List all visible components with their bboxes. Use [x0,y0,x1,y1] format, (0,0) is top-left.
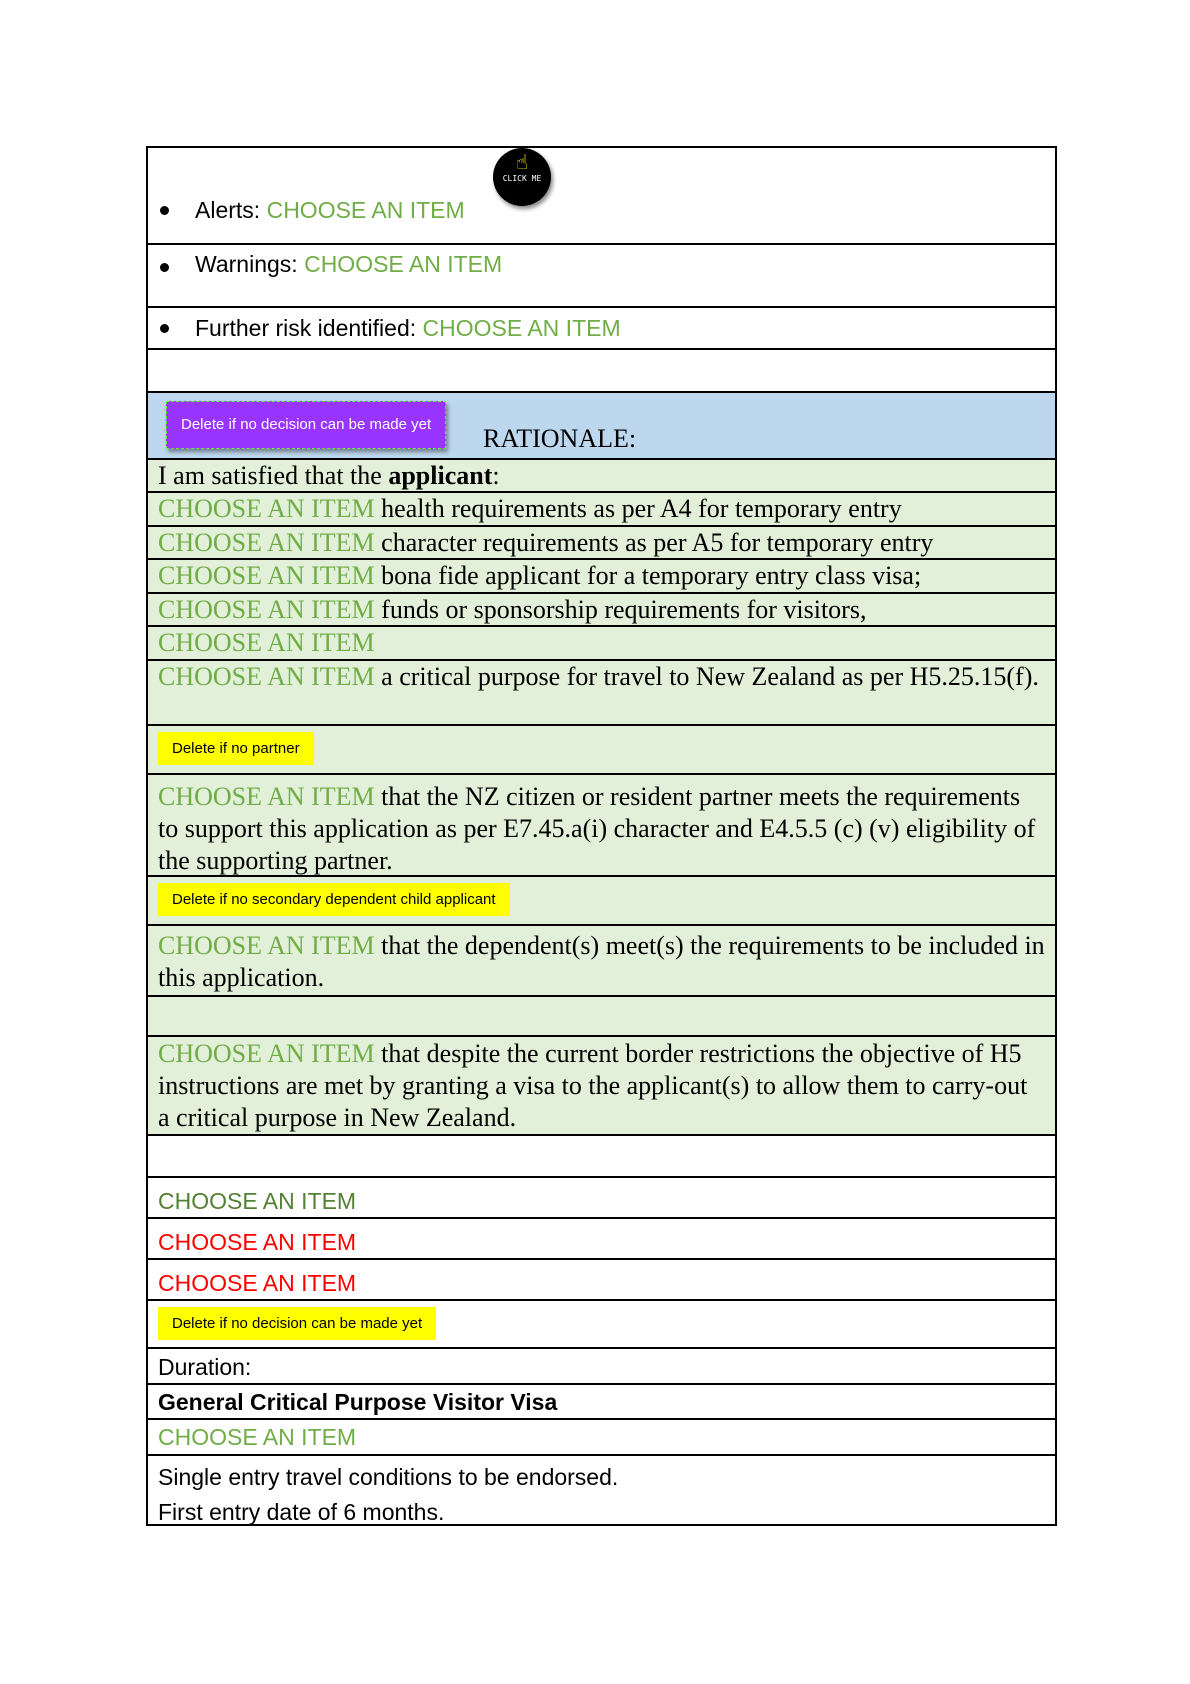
visa-option-row [148,1420,1055,1456]
further-risk-row [148,308,1055,350]
bullet-icon [160,263,169,272]
partner-dropdown[interactable]: CHOOSE AN ITEM [158,782,375,811]
alerts-label: Alerts: [195,197,261,223]
rationale-item [148,594,1055,627]
spacer-row [148,997,1055,1037]
warnings-dropdown[interactable]: CHOOSE AN ITEM [304,251,503,277]
item-dropdown[interactable]: CHOOSE AN ITEM [158,494,375,523]
visa-type: General Critical Purpose Visitor Visa [158,1389,558,1415]
intro-row [148,460,1055,493]
objective-dropdown[interactable]: CHOOSE AN ITEM [158,1039,375,1068]
rationale-title: RATIONALE: [483,424,637,453]
item-dropdown[interactable]: CHOOSE AN ITEM [158,561,375,590]
objective-text: that despite the current border restrictions the objective of H5 instructions are met by granting a visa to the applicant(s) to allow them to carry-out a critical purpose in New Zealand. [158,1039,1028,1132]
decision-row [148,1260,1055,1301]
condition-text: Single entry travel conditions to be endorsed. [158,1464,619,1490]
bullet-icon [160,206,169,215]
intro-colon: : [492,461,500,490]
warnings-row [148,245,1055,308]
decision-table [146,146,1057,1526]
rationale-item [148,527,1055,560]
decision-dropdown[interactable]: CHOOSE AN ITEM [158,1270,357,1296]
visa-type-row [148,1385,1055,1420]
delete-partner-button[interactable]: Delete if no partner [158,732,314,765]
alerts-dropdown[interactable]: CHOOSE AN ITEM [266,197,465,223]
spacer-row [148,1136,1055,1178]
decision-dropdown[interactable]: CHOOSE AN ITEM [158,1188,357,1214]
spacer-row [148,350,1055,393]
item-text: character requirements as per A5 for temporary entry [381,528,934,557]
further-risk-dropdown[interactable]: CHOOSE AN ITEM [422,314,621,341]
pointing-hand-icon: ☝ [515,150,529,174]
partner-row [148,775,1055,877]
decision-delete-row [148,1301,1055,1349]
duration-label: Duration: [158,1354,252,1380]
decision-dropdown[interactable]: CHOOSE AN ITEM [158,1229,357,1255]
item-text: funds or sponsorship requirements for visitors, [381,595,867,624]
item-dropdown[interactable]: CHOOSE AN ITEM [158,528,375,557]
child-row [148,926,1055,997]
child-text: that the dependent(s) meet(s) the requirements to be included in this application. [158,931,1045,992]
item-dropdown[interactable]: CHOOSE AN ITEM [158,628,375,657]
item-text: health requirements as per A4 for temporary entry [381,494,902,523]
delete-decision-button[interactable]: Delete if no decision can be made yet [158,1307,436,1340]
bullet-icon [160,324,169,333]
objective-row [148,1037,1055,1136]
partner-text: that the NZ citizen or resident partner meets the requirements to support this application as per E7.45.a(i) character and E4.5.5 (c) (v) eligibility of the supporting partner. [158,782,1036,875]
click-me-label: CLICK ME [502,174,542,183]
item-text: bona fide applicant for a temporary entry class visa; [381,561,922,590]
delete-rationale-button[interactable]: Delete if no decision can be made yet [166,401,446,449]
click-me-button[interactable] [493,148,551,206]
decision-row [148,1178,1055,1219]
child-dropdown[interactable]: CHOOSE AN ITEM [158,931,375,960]
intro-bold: applicant [388,461,493,490]
partner-delete-row [148,726,1055,775]
further-risk-label: Further risk identified: [195,314,417,341]
rationale-item [148,560,1055,594]
duration-row [148,1349,1055,1385]
intro-text: I am satisfied that the [158,461,389,490]
delete-child-button[interactable]: Delete if no secondary dependent child applicant [158,883,510,916]
child-delete-row [148,877,1055,926]
rationale-item [148,493,1055,527]
alerts-row [148,148,1055,245]
visa-option-dropdown[interactable]: CHOOSE AN ITEM [158,1424,357,1450]
rationale-item [148,627,1055,661]
rationale-header [148,393,1055,460]
item-text: a critical purpose for travel to New Zealand as per H5.25.15(f). [381,662,1039,691]
decision-row [148,1219,1055,1260]
condition-text: First entry date of 6 months. [158,1499,445,1525]
item-dropdown[interactable]: CHOOSE AN ITEM [158,595,375,624]
rationale-item [148,661,1055,726]
conditions-row [148,1456,1055,1524]
warnings-label: Warnings: [195,251,298,277]
item-dropdown[interactable]: CHOOSE AN ITEM [158,662,375,691]
